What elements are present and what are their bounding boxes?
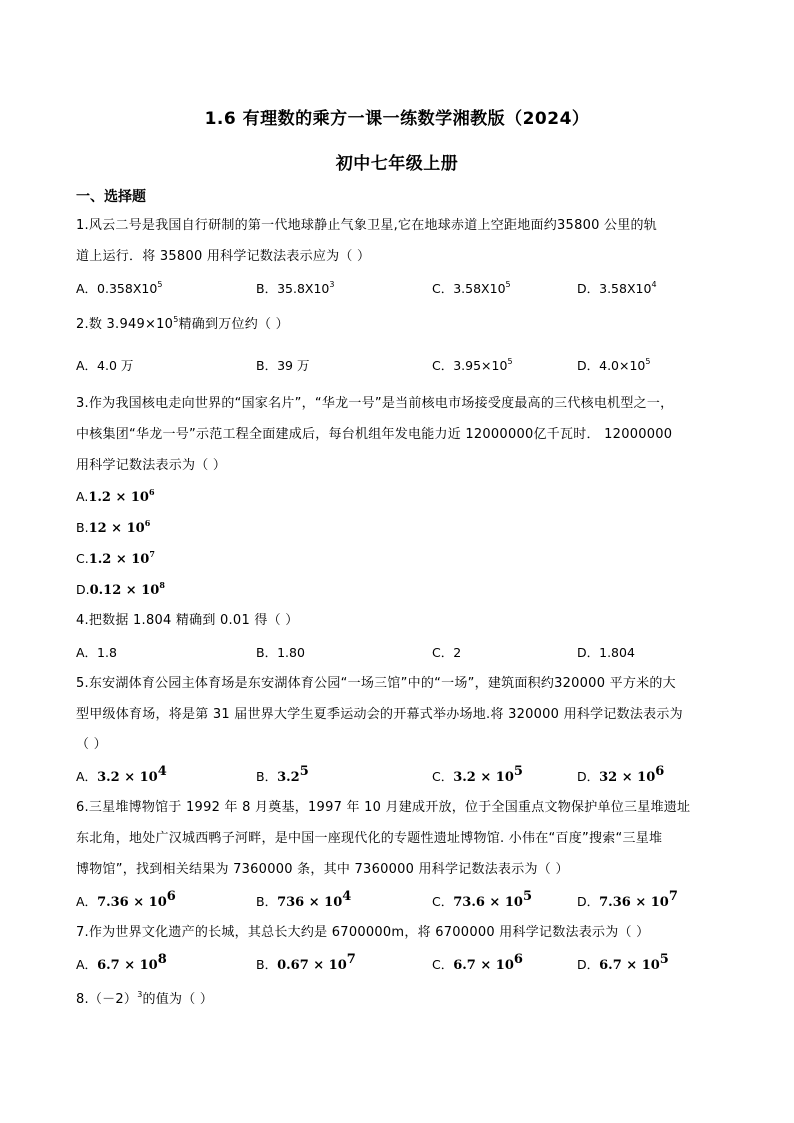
question-5-line-2: 型甲级体育场，将是第 31 届世界大学生夏季运动会的开幕式举办场地.将 320000 用科学记数法表示为: [76, 707, 683, 722]
question-3-line-1: 3.作为我国核电走向世界的“国家名片”，“华龙一号”是当前核电市场接受度最高的三代核电机型之一，: [76, 396, 674, 411]
question-5-option-a: A．$3.2 \times 10^4$: [76, 764, 167, 785]
question-2-option-c: C．$3.95\times 10^5$: [432, 357, 513, 373]
question-6-line-2: 东北角，地处广汉城西鸭子河畔，是中国一座现代化的专题性遗址博物馆. 小伟在“百度”搜索“三星堆: [76, 831, 663, 846]
question-5-line-1: 5.东安湖体育公园主体育场是东安湖体育公园“一场三馆”中的“一场”，建筑面积约320000 平方米的大: [76, 676, 676, 691]
question-3-option-a: $A.1.2 \times 10^6$: [76, 487, 155, 505]
question-4-option-b: B．1.80: [256, 645, 305, 660]
question-4-option-c: C．2: [432, 645, 462, 660]
question-8-stem: $8.(-2)^3$的值为（ ）: [76, 990, 214, 1007]
question-3-option-d: $D.0.12 \times 10^8$: [76, 580, 165, 598]
question-7-option-a: A．$6.7 \times 10^8$: [76, 952, 167, 973]
question-3-line-3: 用科学记数法表示为（ ）: [76, 458, 227, 473]
question-1-line-2: 道上运行．将 35800 用科学记数法表示应为（ ）: [76, 249, 371, 264]
question-1-line-1: 1.风云二号是我国自行研制的第一代地球静止气象卫星,它在地球赤道上空距地面约35800 公里的轨: [76, 218, 658, 233]
question-2-option-a: A．4.0 万: [76, 358, 134, 373]
question-5-option-c: C．$3.2 \times 10^5$: [432, 764, 523, 785]
document-subtitle: 初中七年级上册: [335, 154, 459, 174]
question-6-option-d: D．$7.36 \times 10^7$: [577, 889, 678, 910]
question-4-option-d: D．1.804: [577, 645, 635, 660]
document-title: 1.6 有理数的乘方一课一练数学湘教版（2024）: [204, 109, 590, 129]
question-6-line-3: 博物馆”，找到相关结果为 7360000 条，其中 7360000 用科学记数法表示为（ ）: [76, 862, 569, 877]
question-1-option-c: C．$3.58X10^5$: [432, 280, 511, 296]
question-6-line-1: 6.三星堆博物馆于 1992 年 8 月奠基，1997 年 10 月建成开放，位于全国重点文物保护单位三星堆遗址: [76, 800, 691, 815]
question-3-option-c: $C.1.2 \times 10^7$: [76, 549, 155, 567]
question-6-option-b: B．$736 \times 10^4$: [256, 889, 352, 910]
question-5-line-3: （ ）: [76, 737, 107, 752]
question-4-option-a: A．1.8: [76, 645, 117, 660]
question-2-option-d: D．$4.0\times 10^5$: [577, 357, 651, 373]
question-5-option-b: B．$3.2^5$: [256, 764, 309, 785]
question-1-option-b: B．$35.8X10^3$: [256, 280, 335, 296]
question-7-option-d: D．$6.7 \times 10^5$: [577, 952, 669, 973]
question-7-option-b: B．$0.67 \times 10^7$: [256, 952, 356, 973]
question-3-line-2: 中核集团“华龙一号”示范工程全面建成后，每台机组年发电能力近 12000000亿千瓦时． 12000000: [76, 427, 673, 442]
question-2-stem: 2.数 $3.949\times 10^5$精确到万位约（ ）: [76, 315, 289, 332]
question-7-option-c: C．$6.7 \times 10^6$: [432, 952, 523, 973]
question-2-option-b: B．39 万: [256, 358, 310, 373]
question-5-option-d: D．$32 \times 10^6$: [577, 764, 665, 785]
question-1-option-d: D．$3.58X10^4$: [577, 280, 657, 296]
section-heading: 一、选择题: [76, 189, 146, 205]
question-6-option-c: C．$73.6 \times 10^5$: [432, 889, 532, 910]
question-6-option-a: A．$7.36 \times 10^6$: [76, 889, 176, 910]
question-4-stem: 4.把数据 1.804 精确到 0.01 得（ ）: [76, 613, 299, 628]
question-7-stem: 7.作为世界文化遗产的长城，其总长大约是 6700000m，将 6700000 用科学记数法表示为（ ）: [76, 925, 650, 940]
question-1-option-a: A．$0.358X10^5$: [76, 280, 163, 296]
question-3-option-b: $B.12 \times 10^6$: [76, 518, 151, 536]
